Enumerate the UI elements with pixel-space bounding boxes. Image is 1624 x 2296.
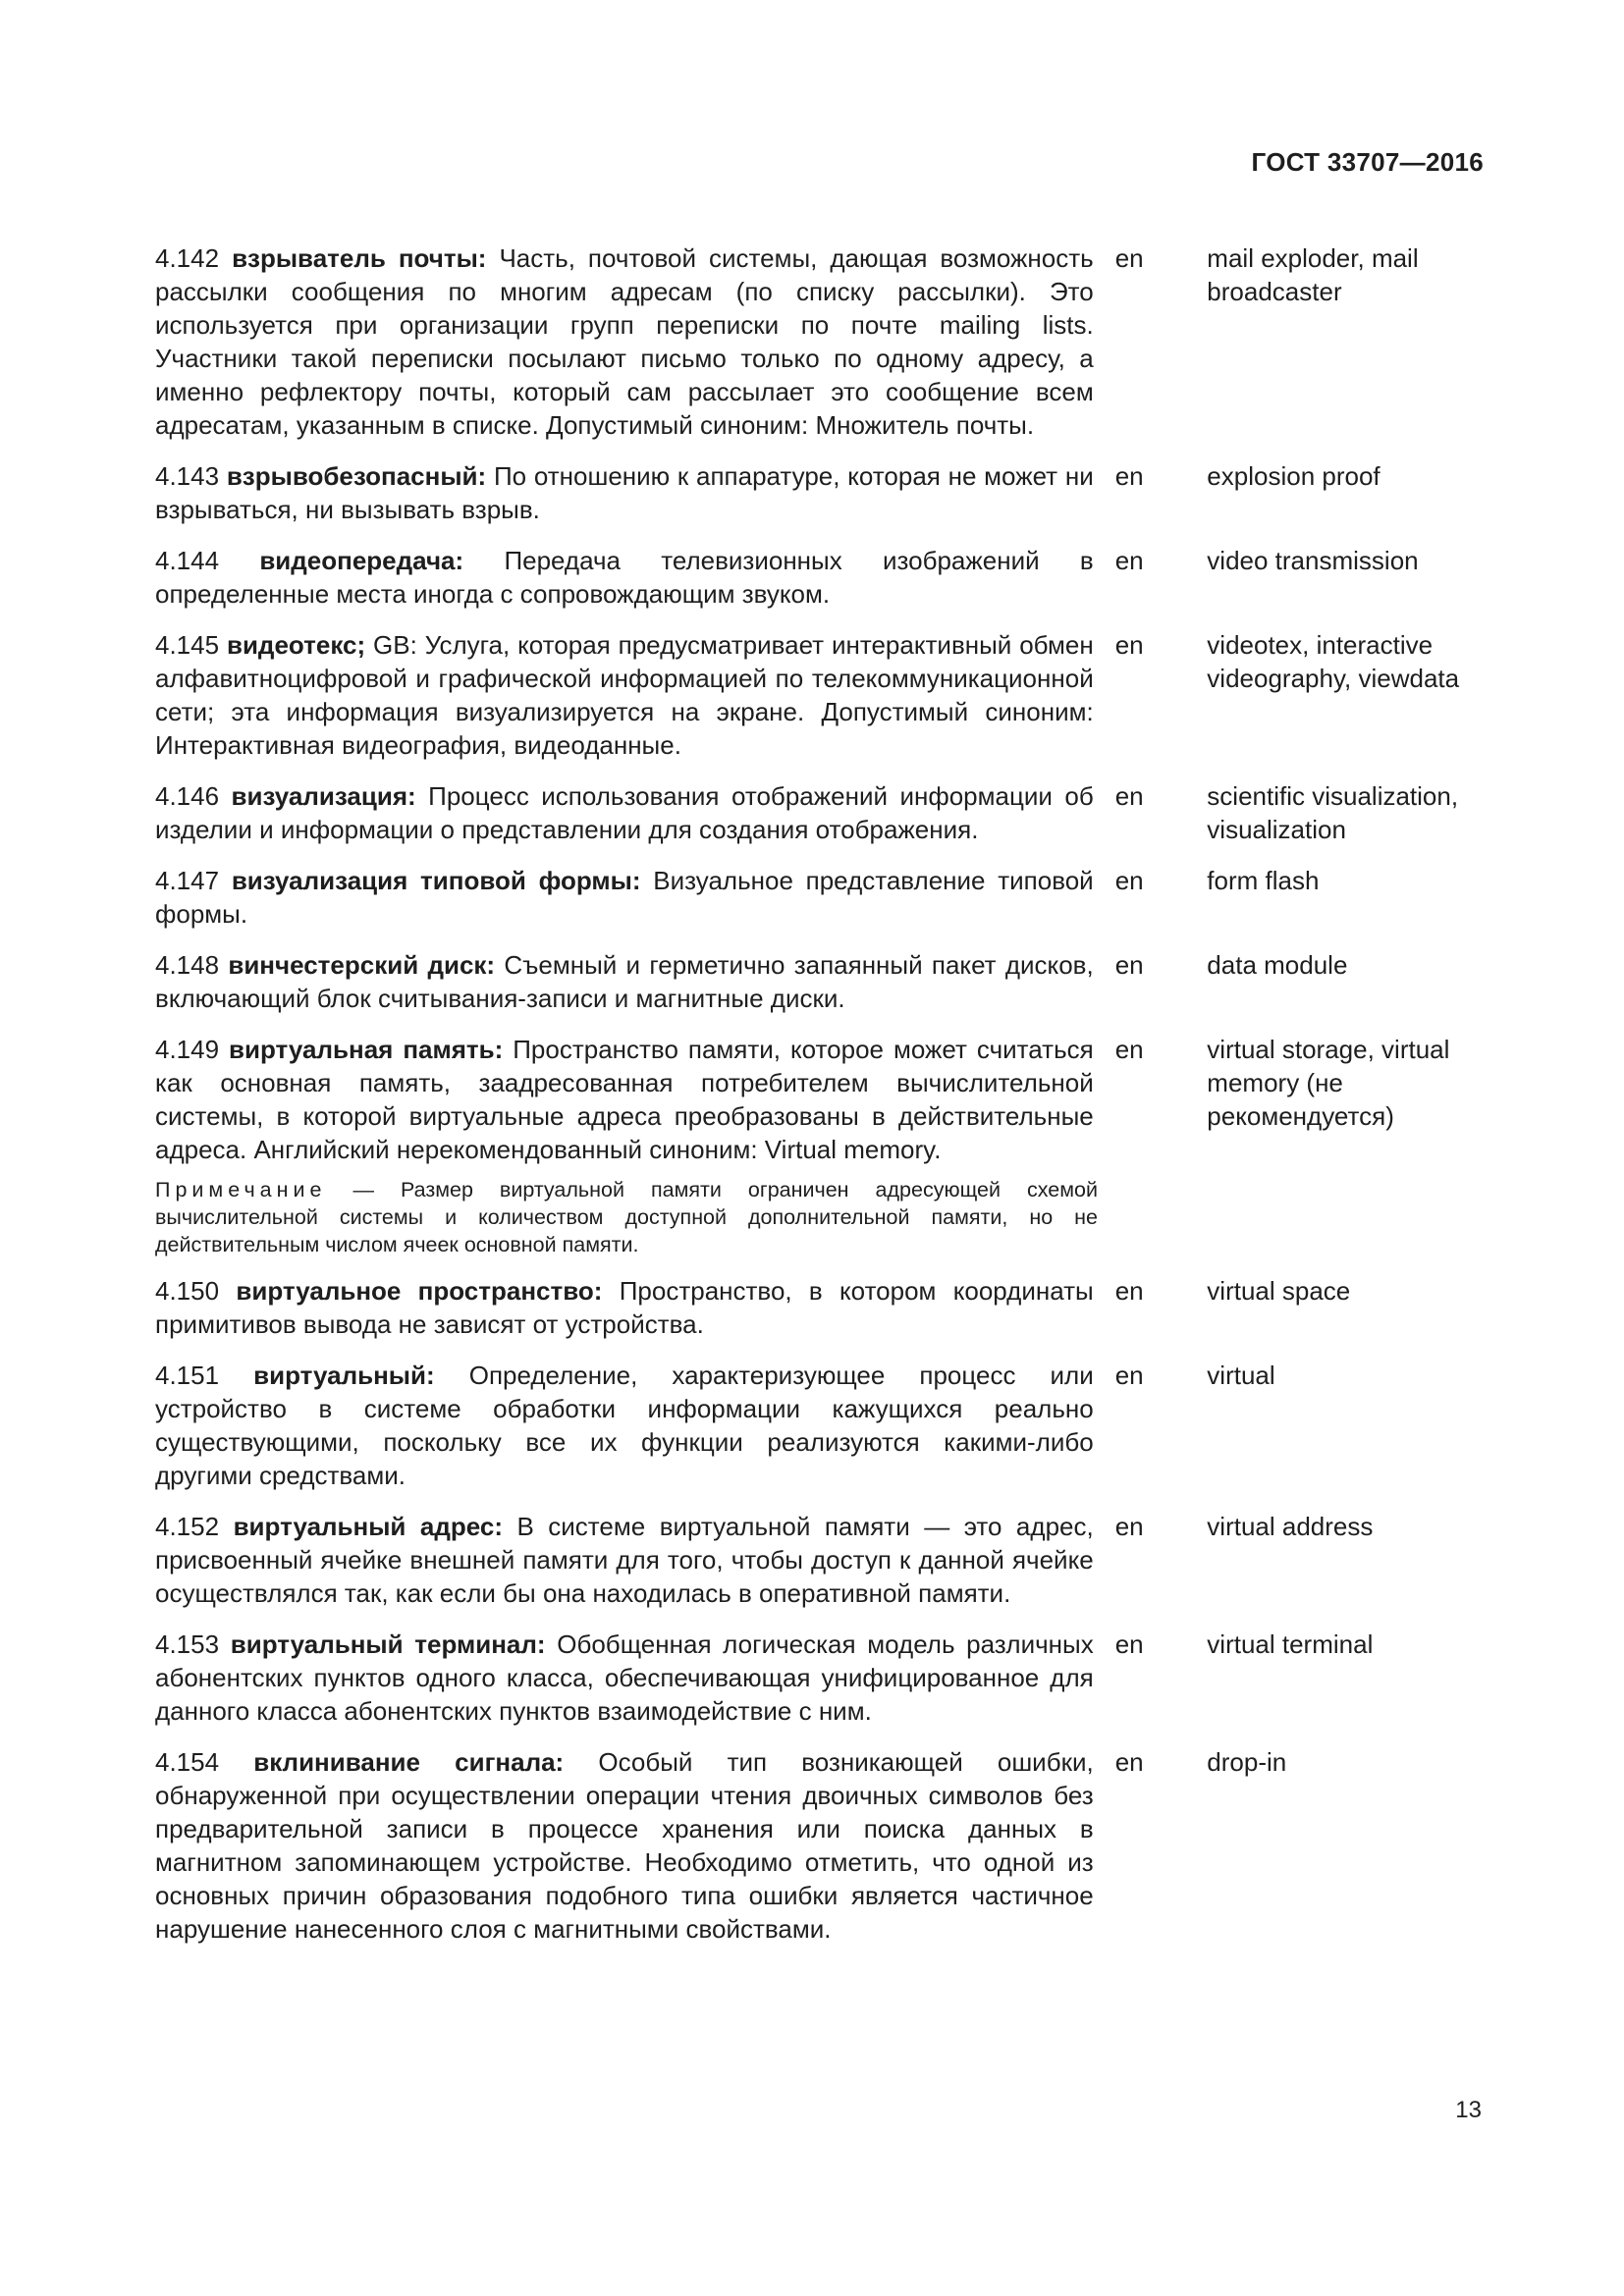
language-code: en bbox=[1114, 461, 1144, 491]
entry-definition: Передача телевизионных изображений в определенные места иногда с сопровождающим звуком. bbox=[155, 546, 1094, 609]
entry-number: 4.144 bbox=[155, 546, 220, 575]
entry-term: винчестерский диск: bbox=[228, 950, 496, 980]
entry-number: 4.150 bbox=[155, 1276, 220, 1306]
term-entry-4-146 bbox=[155, 779, 1490, 846]
entry-term: виртуальная память: bbox=[229, 1035, 504, 1064]
english-equivalent: videotex, interactive videography, viewdata bbox=[1207, 630, 1460, 693]
entry-definition: В системе виртуальной памяти — это адрес, присвоенный ячейке внешней памяти для того, чтобы доступ к данной ячейке осуществлялся так, как если бы она находилась в оперативной памяти. bbox=[155, 1512, 1094, 1608]
language-code: en bbox=[1114, 1512, 1144, 1541]
entry-definition: Определение, характеризующее процесс или устройство в системе обработки информации кажущихся реально существующими, поскольку все их функции реализуются какими-либо другими средствами. bbox=[155, 1361, 1094, 1490]
entry-term: визуализация: bbox=[231, 781, 416, 811]
language-code: en bbox=[1114, 630, 1144, 660]
language-code: en bbox=[1114, 243, 1144, 273]
entry-term: видеотекс; bbox=[226, 630, 366, 660]
entry-number: 4.143 bbox=[155, 461, 220, 491]
entry-number: 4.149 bbox=[155, 1035, 220, 1064]
language-code: en bbox=[1114, 1361, 1144, 1390]
entry-definition: Часть, почтовой системы, дающая возможность рассылки сообщения по многим адресам (по списку рассылки). Это используется при организации групп переписки по почте mailing lists. Участники такой переписки посылают письмо только по одному адресу, а именно рефлектору почты, который сам рассылает это сообщение всем адресатам, указанным в списке. Допустимый синоним: Множитель почты. bbox=[155, 243, 1094, 440]
note-label: Примечание bbox=[155, 1178, 327, 1201]
english-equivalent: virtual space bbox=[1207, 1276, 1351, 1306]
entry-note-4-149 bbox=[155, 1176, 1098, 1258]
entry-number: 4.154 bbox=[155, 1747, 220, 1777]
entry-definition: Пространство памяти, которое может считаться как основная память, заадресованная потребителем вычислительной системы, в которой виртуальные адреса преобразованы в действительные адреса. Английский нерекомендованный синоним: Virtual memory. bbox=[155, 1035, 1094, 1164]
english-equivalent: virtual address bbox=[1207, 1512, 1374, 1541]
entry-definition: Процесс использования отображений информации об изделии и информации о представлении для создания отображения. bbox=[155, 781, 1094, 844]
entry-number: 4.147 bbox=[155, 866, 220, 895]
entry-term: виртуальный адрес: bbox=[233, 1512, 503, 1541]
entry-number: 4.145 bbox=[155, 630, 220, 660]
note-text: — Размер виртуальной памяти ограничен адресующей схемой вычислительной системы и количеством доступной дополнительной памяти, но не действительным числом ячеек основной памяти. bbox=[155, 1178, 1098, 1256]
language-code: en bbox=[1114, 950, 1144, 980]
english-equivalent: drop-in bbox=[1207, 1747, 1287, 1777]
term-entry-4-145 bbox=[155, 628, 1490, 762]
entry-number: 4.142 bbox=[155, 243, 220, 273]
entry-term: виртуальный: bbox=[253, 1361, 435, 1390]
entry-number: 4.148 bbox=[155, 950, 220, 980]
term-entry-4-151 bbox=[155, 1359, 1490, 1492]
entry-number: 4.152 bbox=[155, 1512, 220, 1541]
english-equivalent: video transmission bbox=[1207, 546, 1419, 575]
entry-term: взрыватель почты: bbox=[232, 243, 487, 273]
english-equivalent: mail exploder, mail broadcaster bbox=[1207, 243, 1419, 306]
term-entries-list bbox=[155, 241, 1490, 1963]
entry-definition: Съемный и герметично запаянный пакет дисков, включающий блок считывания-записи и магнитные диски. bbox=[155, 950, 1094, 1013]
term-entry-4-147 bbox=[155, 864, 1490, 931]
entry-term: взрывобезопасный: bbox=[226, 461, 487, 491]
english-equivalent: virtual terminal bbox=[1207, 1629, 1374, 1659]
entry-definition: Особый тип возникающей ошибки, обнаруженной при осуществлении операции чтения двоичных символов без предварительной записи в процессе хранения или поиска данных в магнитном запоминающем устройстве. Необходимо отметить, что одной из основных причин образования подобного типа ошибки является частичное нарушение нанесенного слоя с магнитными свойствами. bbox=[155, 1747, 1094, 1944]
term-entry-4-144 bbox=[155, 544, 1490, 611]
entry-definition: Пространство, в котором координаты примитивов вывода не зависят от устройства. bbox=[155, 1276, 1094, 1339]
entry-definition: По отношению к аппаратуре, которая не может ни взрываться, ни вызывать взрыв. bbox=[155, 461, 1094, 524]
entry-term: виртуальный терминал: bbox=[230, 1629, 546, 1659]
term-entry-4-150 bbox=[155, 1274, 1490, 1341]
term-entry-4-142 bbox=[155, 241, 1490, 442]
english-equivalent: virtual bbox=[1207, 1361, 1275, 1390]
entry-definition: GB: Услуга, которая предусматривает интерактивный обмен алфавитноцифровой и графической информацией по телекоммуникационной сети; эта информация визуализируется на экране. Допустимый синоним: Интерактивная видеография, видеоданные. bbox=[155, 630, 1094, 760]
document-id-header: ГОСТ 33707—2016 bbox=[1251, 147, 1484, 177]
entry-definition: Обобщенная логическая модель различных абонентских пунктов одного класса, обеспечивающая унифицированное для данного класса абонентских пунктов взаимодействие с ним. bbox=[155, 1629, 1094, 1726]
english-equivalent: scientific visualization, visualization bbox=[1207, 781, 1459, 844]
entry-number: 4.151 bbox=[155, 1361, 220, 1390]
entry-definition: Визуальное представление типовой формы. bbox=[155, 866, 1094, 929]
english-equivalent: virtual storage, virtual memory (не рекомендуется) bbox=[1207, 1035, 1450, 1131]
entry-term: вклинивание сигнала: bbox=[253, 1747, 565, 1777]
language-code: en bbox=[1114, 866, 1144, 895]
page-number: 13 bbox=[1455, 2097, 1482, 2123]
language-code: en bbox=[1114, 546, 1144, 575]
entry-term: визуализация типовой формы: bbox=[231, 866, 641, 895]
language-code: en bbox=[1114, 781, 1144, 811]
language-code: en bbox=[1114, 1035, 1144, 1064]
term-entry-4-148 bbox=[155, 948, 1490, 1015]
term-entry-4-149 bbox=[155, 1033, 1490, 1166]
term-entry-4-152 bbox=[155, 1510, 1490, 1610]
entry-number: 4.146 bbox=[155, 781, 220, 811]
english-equivalent: form flash bbox=[1207, 866, 1320, 895]
entry-term: виртуальное пространство: bbox=[236, 1276, 603, 1306]
term-entry-4-153 bbox=[155, 1628, 1490, 1728]
english-equivalent: data module bbox=[1207, 950, 1348, 980]
language-code: en bbox=[1114, 1747, 1144, 1777]
term-entry-4-143 bbox=[155, 459, 1490, 526]
entry-term: видеопередача: bbox=[259, 546, 464, 575]
language-code: en bbox=[1114, 1276, 1144, 1306]
english-equivalent: explosion proof bbox=[1207, 461, 1380, 491]
entry-number: 4.153 bbox=[155, 1629, 220, 1659]
term-entry-4-154 bbox=[155, 1745, 1490, 1946]
language-code: en bbox=[1114, 1629, 1144, 1659]
